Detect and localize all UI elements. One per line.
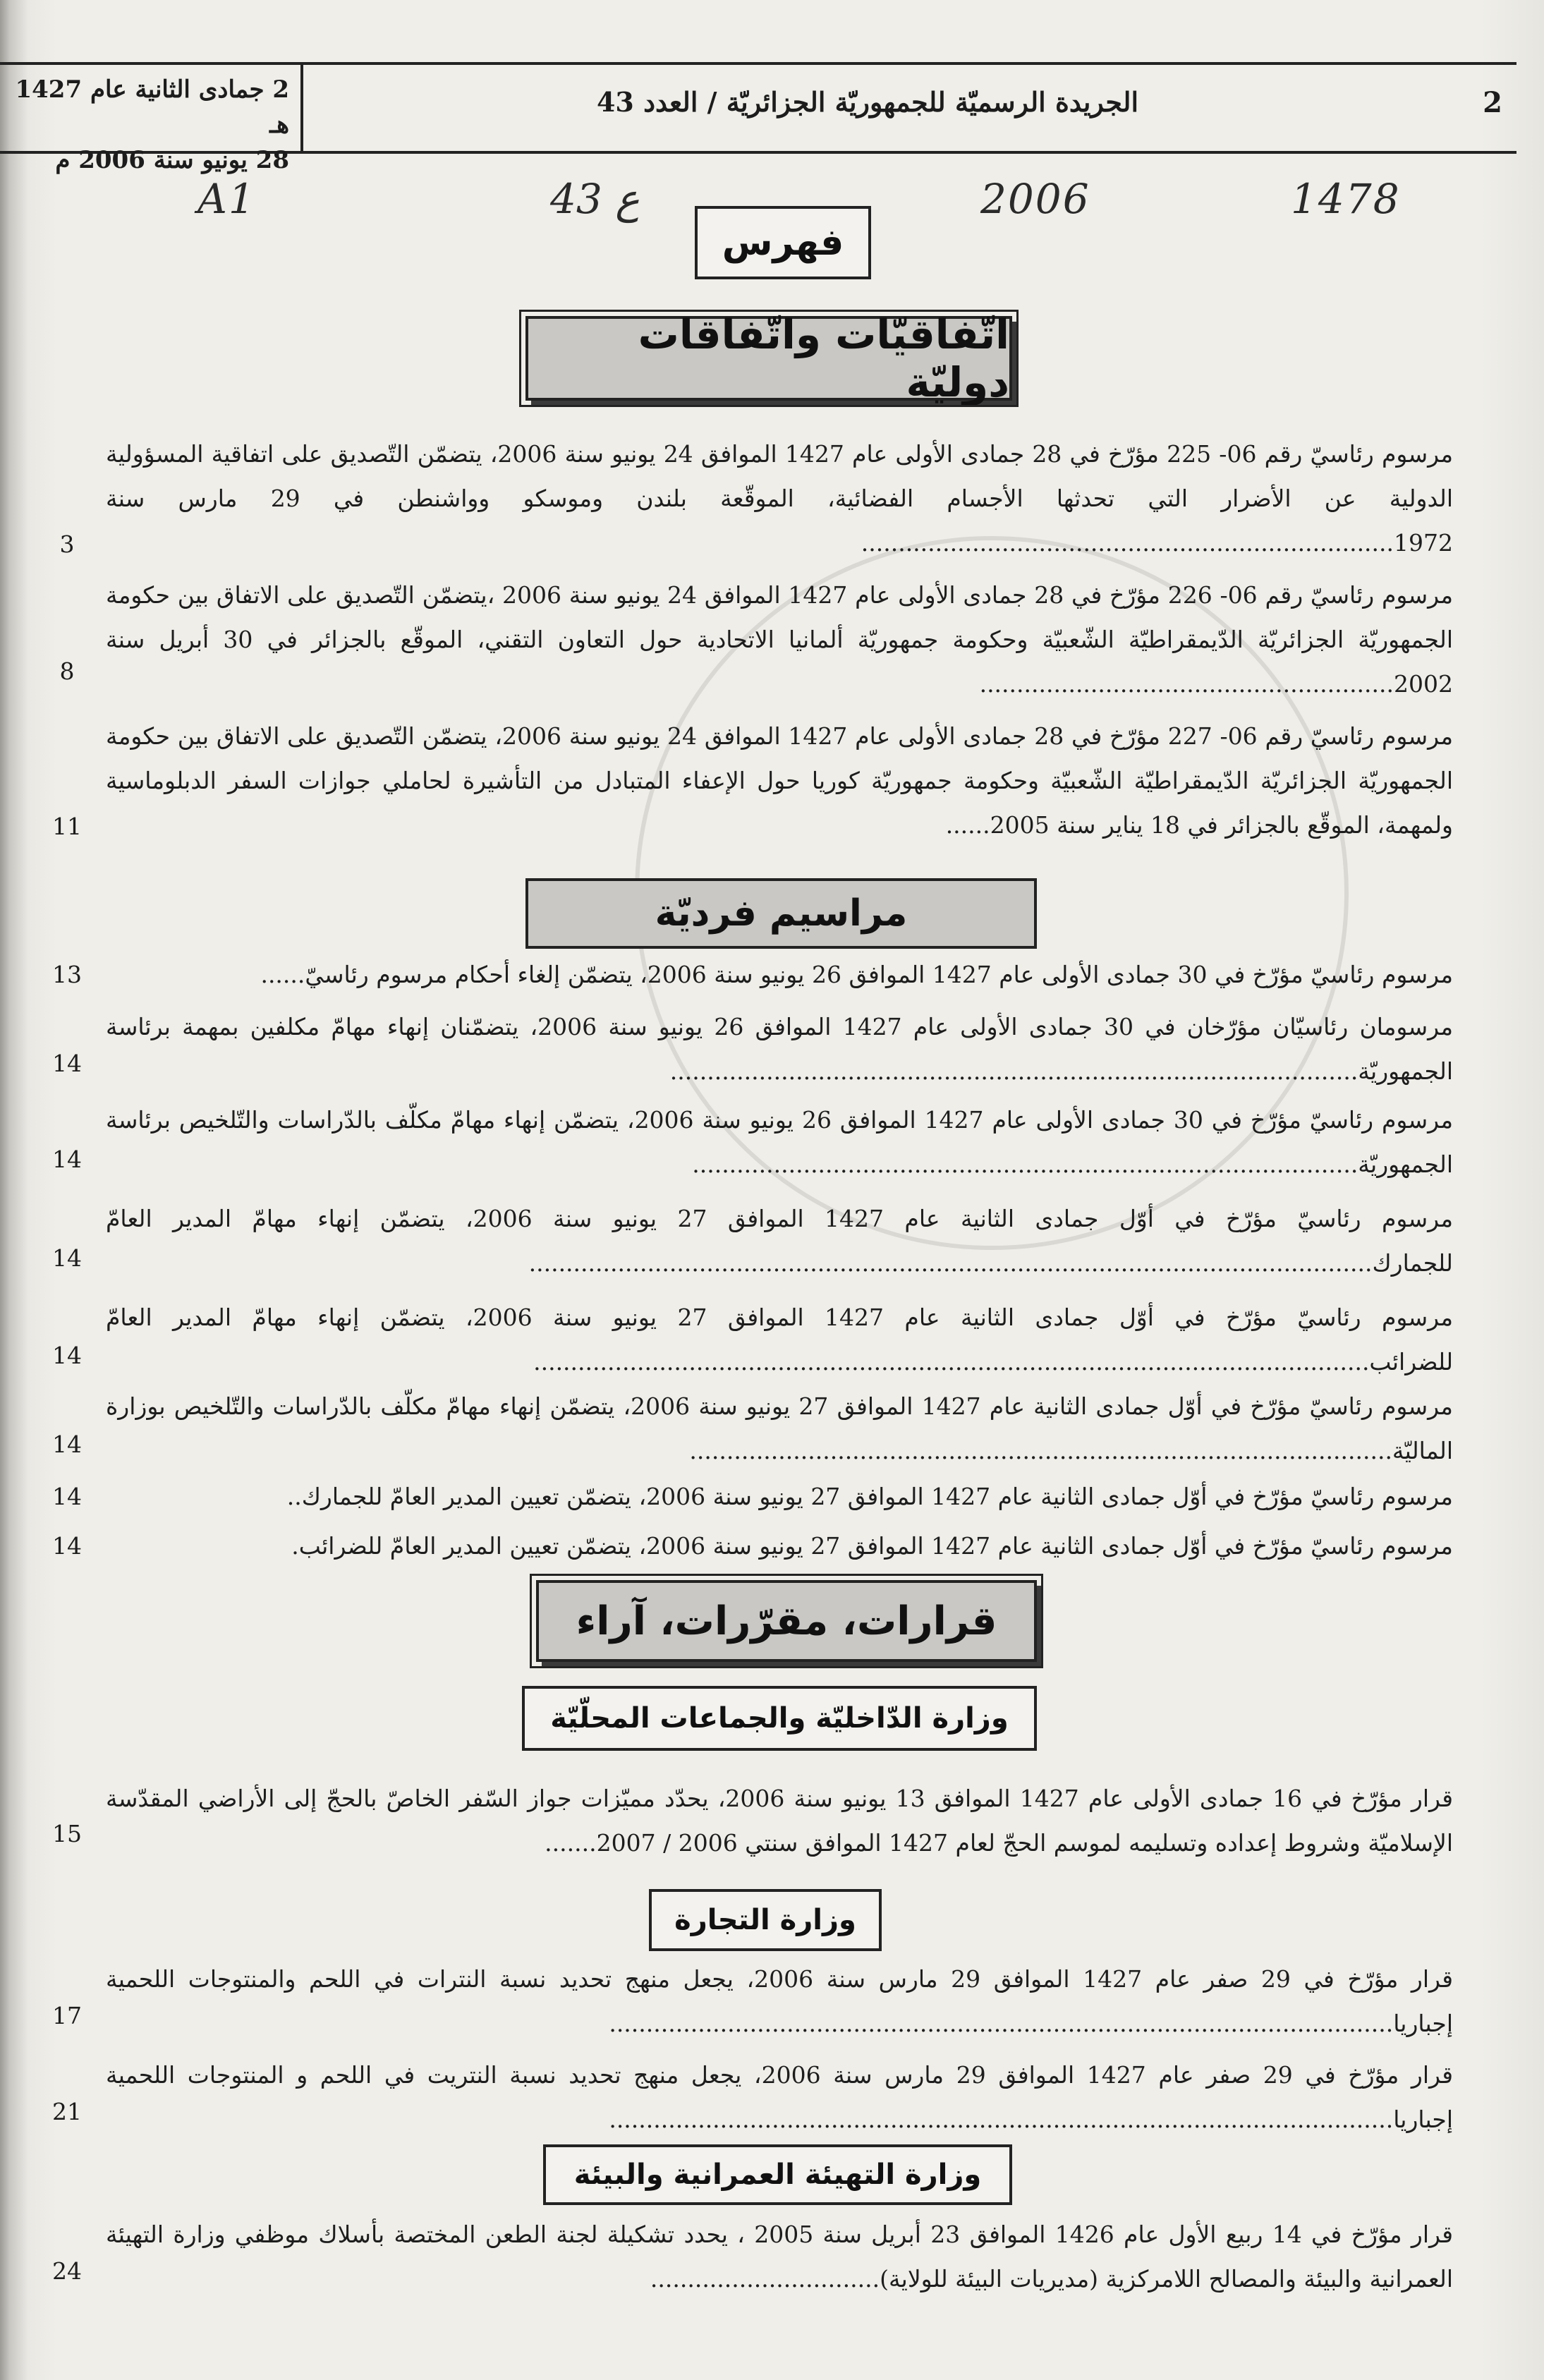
entry-agreement-1: مرسوم رئاسيّ رقم 06- 225 مؤرّخ في 28 جمادى الأولى عام 1427 الموافق 24 يونيو سنة 2006، يتضمّن التّصديق على اتفاقية المسؤولية الدولية عن الأضرار التي تحدثها الأجسام الفضائية، الموقّعة بلندن وموسكو وواشنطن في 29 مارس سنة 1972........................................................................: [106, 440, 1454, 557]
handwritten-note-a: A1: [197, 175, 256, 223]
entry-decree-2: مرسومان رئاسيّان مؤرّخان في 30 جمادى الأولى عام 1427 الموافق 26 يونيو سنة 2006، يتضمّنان إنهاء مهامّ مكلفين بمهمة برئاسة الجمهوريّة.............................................................................................: [106, 1013, 1454, 1085]
gregorian-date: 28 يونيو سنة 2006 م: [55, 146, 289, 174]
entry-commerce-1: قرار مؤرّخ في 29 صفر عام 1427 الموافق 29 مارس سنة 2006، يجعل منهج تحديد نسبة النترات في اللحم والمنتوجات اللحمية إجباريا..........................................................................................................: [106, 1965, 1453, 2037]
entry-page: 21: [52, 2098, 82, 2125]
header-title-bar: [303, 62, 1516, 154]
section-title-agreements: اتّفاقيّات واتّفاقات دوليّة: [525, 316, 1012, 401]
index-title: فهرس: [695, 206, 871, 279]
entry-agreement-3: مرسوم رئاسيّ رقم 06- 227 مؤرّخ في 28 جمادى الأولى عام 1427 الموافق 24 يونيو سنة 2006، يتضمّن التّصديق على الاتفاق بين حكومة الجمهوريّة الجزائريّة الدّيمقراطيّة الشّعبيّة وحكومة جمهوريّة كوريا حول الإعفاء المتبادل من التأشيرة لحاملي جوازات السفر الدبلوماسية ولمهمة، الموقّع بالجزائر في 18 يناير سنة 2005......: [106, 722, 1454, 839]
ministry-title-commerce: وزارة التجارة: [649, 1889, 882, 1951]
handwritten-note-d: 1478: [1291, 175, 1401, 223]
section-title-decrees: مراسيم فرديّة: [525, 878, 1037, 949]
hijri-date: 2 جمادى الثانية عام 1427 هـ: [15, 75, 289, 139]
entry-page: 17: [52, 2002, 82, 2029]
page-number: 2: [1483, 86, 1502, 119]
section-title-decisions: قرارات، مقرّرات، آراء: [536, 1580, 1037, 1662]
entry-page: 14: [52, 1532, 82, 1560]
entry-page: 14: [52, 1342, 82, 1369]
entry-decree-7: مرسوم رئاسيّ مؤرّخ في أوّل جمادى الثانية عام 1427 الموافق 27 يونيو سنة 2006، يتضمّن تعيين المدير العامّ للجمارك..: [286, 1483, 1453, 1510]
entry-decree-3: مرسوم رئاسيّ مؤرّخ في 30 جمادى الأولى عام 1427 الموافق 26 يونيو سنة 2006، يتضمّن إنهاء مهامّ مكلّف بالدّراسات والتّلخيص برئاسة الجمهوريّة..........................................................................................: [106, 1106, 1454, 1178]
entry-commerce-2: قرار مؤرّخ في 29 صفر عام 1427 الموافق 29 مارس سنة 2006، يجعل منهج تحديد نسبة النتريت في اللحم و المنتوجات اللحمية إجباريا..........................................................................................................: [106, 2061, 1453, 2133]
entry-page: 3: [59, 530, 75, 558]
entry-page: 14: [52, 1146, 82, 1173]
entry-decree-4: مرسوم رئاسيّ مؤرّخ في أوّل جمادى الثانية عام 1427 الموافق 27 يونيو سنة 2006، يتضمّن إنهاء مهامّ المدير العامّ للجمارك..................................................................................................................: [106, 1205, 1453, 1277]
entry-page: 8: [59, 657, 75, 685]
ministry-title-interior: وزارة الدّاخليّة والجماعات المحلّيّة: [522, 1686, 1037, 1751]
handwritten-note-c: 2006: [980, 175, 1090, 223]
entry-page: 15: [52, 1820, 82, 1847]
gazette-title: الجريدة الرسميّة للجمهوريّة الجزائريّة / العدد 43: [596, 86, 1139, 118]
entry-page: 11: [52, 813, 82, 840]
handwritten-note-b: 43 ع: [550, 175, 640, 223]
page-header: [0, 62, 1516, 174]
entry-agreement-2: مرسوم رئاسيّ رقم 06- 226 مؤرّخ في 28 جمادى الأولى عام 1427 الموافق 24 يونيو سنة 2006 ،يتضمّن التّصديق على الاتفاق بين حكومة الجمهوريّة الجزائريّة الدّيمقراطيّة الشّعبيّة وحكومة جمهوريّة ألمانيا الاتحادية حول التعاون التقني، الموقّع بالجزائر في 30 أبريل سنة 2002........................................................: [106, 581, 1454, 698]
entry-planning-1: قرار مؤرّخ في 14 ربيع الأول عام 1426 الموافق 23 أبريل سنة 2005 ، يحدد تشكيلة لجنة الطعن المختصة بأسلاك موظفي وزارة التهيئة العمرانية والبيئة والمصالح اللامركزية (مديريات البيئة للولاية)...............................: [106, 2221, 1454, 2293]
entry-page: 14: [52, 1244, 82, 1272]
entry-interior-1: قرار مؤرّخ في 16 جمادى الأولى عام 1427 الموافق 13 يونيو سنة 2006، يحدّد مميّزات جواز السّفر الخاصّ بالحجّ إلى الأراضي المقدّسة الإسلاميّة وشروط إعداده وتسليمه لموسم الحجّ لعام 1427 الموافق سنتي 2006 / 2007.......: [106, 1785, 1453, 1857]
entry-decree-5: مرسوم رئاسيّ مؤرّخ في أوّل جمادى الثانية عام 1427 الموافق 27 يونيو سنة 2006، يتضمّن إنهاء مهامّ المدير العامّ للضرائب.................................................................................................................: [106, 1304, 1453, 1376]
entry-page: 14: [52, 1483, 82, 1510]
header-date-box: [0, 62, 303, 174]
entry-decree-8: مرسوم رئاسيّ مؤرّخ في أوّل جمادى الثانية عام 1427 الموافق 27 يونيو سنة 2006، يتضمّن تعيين المدير العامّ للضرائب.: [291, 1532, 1453, 1560]
entry-page: 14: [52, 1431, 82, 1458]
ministry-title-planning: وزارة التهيئة العمرانية والبيئة: [543, 2144, 1012, 2205]
entry-decree-1: مرسوم رئاسيّ مؤرّخ في 30 جمادى الأولى عام 1427 الموافق 26 يونيو سنة 2006، يتضمّن إلغاء أحكام مرسوم رئاسيّ......: [260, 961, 1453, 988]
entry-page: 13: [52, 961, 82, 988]
entry-page: 14: [52, 1050, 82, 1077]
entry-page: 24: [52, 2257, 82, 2285]
entry-decree-6: مرسوم رئاسيّ مؤرّخ في أوّل جمادى الثانية عام 1427 الموافق 27 يونيو سنة 2006، يتضمّن إنهاء مهامّ مكلّف بالدّراسات والتّلخيص بوزارة الماليّة...............................................................................................: [106, 1392, 1453, 1464]
